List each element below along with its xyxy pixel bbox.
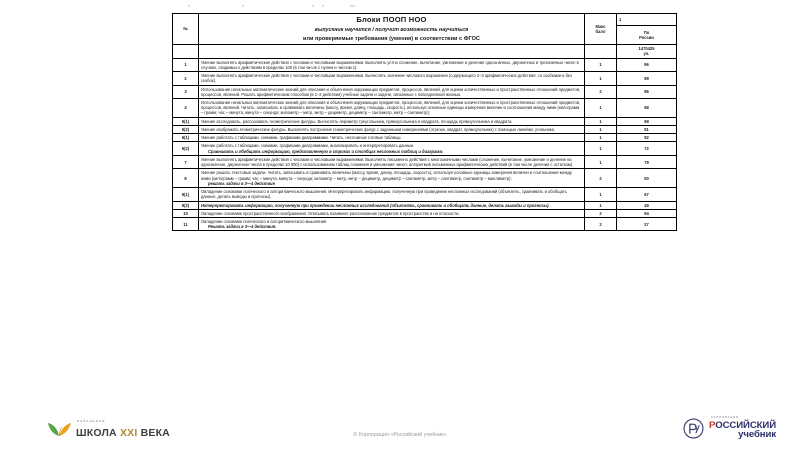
- row-number-cell: 7: [173, 155, 199, 168]
- row-russia-value-cell: 79: [617, 155, 677, 168]
- footer-copyright: © Корпорация «Российский учебник»: [353, 432, 447, 438]
- row-description-cell: [199, 134, 585, 142]
- row-description-text: Умение изображать геометрические фигуры. Выполнять построение геометрических фигур с заданными измерениями (отрезок, квадрат, прямоугольник) с помощью линейки, угольника.: [201, 126, 556, 132]
- row-description-cell: [199, 85, 585, 98]
- row-description-text: Использование начальных математических знаний для описания и объяснения окружающих предметов, процессов, явлений, для оценки количественных и пространственных отношений предметов, процессов, явлений. Читать, записывать и сравнивать величины (массу, время, длину, площадь, скорость), используя основные единицы измерения величин и соотношения между ними (килограмм – грамм; час – минута, минута – секунда; километр – метр, метр – дециметр, дециметр – сантиметр, метр – сантиметр);: [201, 100, 581, 116]
- row-number-cell: 3: [173, 85, 199, 98]
- table-row: [173, 58, 677, 71]
- table-row: [173, 188, 677, 201]
- row-description-italic: Решать задачи в 3—4 действия.: [208, 224, 277, 230]
- header-cell-block-title: [199, 14, 585, 45]
- row-russia-value-cell: 68: [617, 99, 677, 118]
- table-row: [173, 134, 677, 142]
- logo-left-wordmark: [76, 420, 170, 440]
- row-number-cell: 1: [173, 58, 199, 71]
- row-description-cell: [199, 169, 585, 188]
- row-russia-value-cell: 96: [617, 58, 677, 71]
- ru-monogram-icon: [683, 418, 704, 439]
- region-count-unit: уч.: [643, 51, 650, 57]
- table-row: [173, 142, 677, 155]
- row-description-cell: [199, 155, 585, 168]
- vpr-results-table: [172, 13, 677, 231]
- logo-right-line1-rest: ОССИЙСКИЙ: [715, 419, 776, 431]
- table-row: [173, 125, 677, 133]
- region-count-number: 1470425: [638, 46, 655, 52]
- row-max-score-cell: 2: [585, 218, 617, 231]
- header-cell-region-label: [617, 26, 677, 45]
- table-header-row: [173, 14, 677, 26]
- logo-left-name-xxi: XXI: [119, 426, 138, 439]
- row-number-cell: 10: [173, 209, 199, 217]
- row-description-text: Умение решать текстовые задачи. Читать, записывать и сравнивать величины (массу, время, длину, площадь, скорость), используя основные единицы измерения величин и соотношения между ними (килограмм – грамм; час – минута, минута – секунда; километр – метр, метр – дециметр, дециметр – сантиметр, метр – сантиметр, сантиметр – миллиметр);: [201, 170, 573, 181]
- table-subheader-counts-row: [173, 45, 677, 58]
- row-description-cell: [199, 201, 585, 209]
- header-max-score-line2: балл: [595, 29, 606, 35]
- row-description-cell: [199, 142, 585, 155]
- subheader-cell-desc-blank: [199, 45, 585, 58]
- subheader-cell-region-count: [617, 45, 677, 58]
- row-description-cell: [199, 58, 585, 71]
- row-description-cell: [199, 188, 585, 201]
- row-description-text: Овладение основами логического и алгоритмического мышления. Интерпретировать информацию, полученную при проведении несложных исследований (объяснять, сравнивать и обобщать данные, делать выводы и прогнозы).: [201, 189, 567, 200]
- logo-left-name-part1: ШКОЛА: [76, 426, 120, 439]
- row-russia-value-cell: 59: [617, 117, 677, 125]
- header-block-title-bold: или проверяемые требования (умения) в соответствии с ФГОС: [303, 35, 480, 42]
- row-description-text: Умение работать с таблицами, схемами, графиками диаграммами. Читать, несложные готовые таблицы.: [201, 135, 402, 141]
- row-description-cell: [199, 72, 585, 85]
- header-cell-max-score: [585, 14, 617, 45]
- row-russia-value-cell: 51: [617, 125, 677, 133]
- table-row: [173, 85, 677, 98]
- subheader-cell-number-blank: [173, 45, 199, 58]
- vpr-results-table-container: [172, 13, 676, 231]
- row-russia-value-cell: 72: [617, 142, 677, 155]
- row-description-text: Умение выполнять арифметические действия с числами и числовыми выражениями. Выполнять устно сложение, вычитание, умножение и деление однозначных, двузначных и трехзначных чисел в случаях, сводимых к действиям в пределах 100 (в том числе с нулем и числом 1).: [201, 59, 579, 70]
- row-russia-value-cell: 86: [617, 85, 677, 98]
- row-description-text: Овладение основами пространственного воображения. Описывать взаимное расположение предметов в пространстве и на плоскости.: [201, 210, 460, 216]
- row-max-score-cell: 1: [585, 188, 617, 201]
- row-description-cell: [199, 218, 585, 231]
- row-russia-value-cell: 92: [617, 134, 677, 142]
- row-max-score-cell: 2: [585, 209, 617, 217]
- row-russia-value-cell: 89: [617, 72, 677, 85]
- row-max-score-cell: 2: [585, 85, 617, 98]
- header-region-label-line1: По: [643, 29, 650, 35]
- row-description-cell: [199, 125, 585, 133]
- logo-right-kicker: КОРПОРАЦИЯ: [711, 416, 739, 419]
- row-russia-value-cell: 27: [617, 218, 677, 231]
- row-max-score-cell: 1: [585, 155, 617, 168]
- row-description-text: Умение работать с таблицами, схемами, графиками диаграммами, анализировать и интерпретировать данные.: [201, 143, 415, 149]
- row-description-text: Умение выполнять арифметические действия с числами и числовыми выражениями. Вычислять значение числового выражения (содержащего 2–3 арифметических действия, со скобками и без скобок).: [201, 73, 572, 84]
- row-russia-value-cell: 94: [617, 209, 677, 217]
- header-cell-region-index: 1: [617, 14, 677, 26]
- row-description-text: Умение исследовать, распознавать геометрические фигуры. Вычислять периметр треугольника, прямоугольника и квадрата, площадь прямоугольника и квадрата.: [201, 118, 513, 124]
- subheader-cell-max-blank: [585, 45, 617, 58]
- wheat-leaf-icon: [46, 419, 72, 441]
- header-block-title-main: Блоки ПООП НОО: [356, 15, 427, 24]
- logo-left-kicker: НАЧАЛЬНАЯ: [77, 419, 106, 424]
- row-max-score-cell: 1: [585, 99, 617, 118]
- row-number-cell: 6(2): [173, 142, 199, 155]
- row-description-italic: Интерпретировать информацию, полученную при проведении несложных исследований (объяснять, сравнивать и обобщать данные, делать выводы и прогнозы).: [201, 202, 550, 208]
- row-number-cell: 9(1): [173, 188, 199, 201]
- table-row: [173, 99, 677, 118]
- row-max-score-cell: 2: [585, 169, 617, 188]
- logo-left-name: [76, 427, 170, 439]
- row-number-cell: 5(1): [173, 117, 199, 125]
- table-row: [173, 218, 677, 231]
- row-description-italic: решать задачи в 3—4 действия: [208, 180, 275, 186]
- table-row: [173, 201, 677, 209]
- logo-rossiyskiy-uchebnik: [683, 417, 776, 440]
- row-number-cell: 6(1): [173, 134, 199, 142]
- row-russia-value-cell: 49: [617, 201, 677, 209]
- logo-right-line2: учебник: [738, 429, 776, 441]
- header-region-label-line2: России: [639, 35, 654, 41]
- row-russia-value-cell: 50: [617, 169, 677, 188]
- row-description-cell: [199, 117, 585, 125]
- row-description-text: Использование начальных математических знаний для описания и объяснения окружающих предметов, процессов, явлений, для оценки количественных и пространственных отношений предметов, процессов, явлений. Решать арифметическим способом (в 1–2 действия) учебные задачи и задачи, связанные с повседневной жизнью.: [201, 86, 581, 97]
- logo-right-wordmark: [709, 417, 776, 440]
- row-max-score-cell: 1: [585, 134, 617, 142]
- row-max-score-cell: 1: [585, 142, 617, 155]
- logo-left-name-part2: ВЕКА: [137, 426, 170, 439]
- row-description-cell: [199, 99, 585, 118]
- row-max-score-cell: 1: [585, 117, 617, 125]
- row-description-text: Овладение основами логического и алгоритмического мышления.: [201, 219, 328, 224]
- table-row: [173, 169, 677, 188]
- row-number-cell: 2: [173, 72, 199, 85]
- row-number-cell: 4: [173, 99, 199, 118]
- row-number-cell: 9(2): [173, 201, 199, 209]
- header-cell-number: №: [173, 14, 199, 45]
- table-row: [173, 72, 677, 85]
- table-row: [173, 117, 677, 125]
- row-max-score-cell: 1: [585, 58, 617, 71]
- scan-artifact-strip: [182, 3, 482, 9]
- logo-nachalnaya-shkola: [46, 419, 170, 441]
- row-max-score-cell: 1: [585, 201, 617, 209]
- header-max-score-line1: Макс: [595, 23, 606, 29]
- row-description-cell: [199, 209, 585, 217]
- row-number-cell: 11: [173, 218, 199, 231]
- row-number-cell: 8: [173, 169, 199, 188]
- header-block-title-italic: выпускник научится / получит возможность научиться: [314, 27, 469, 34]
- row-description-text: Умение выполнять арифметические действия с числами и числовыми выражениями. Выполнять письменно действия с многозначными числами (сложение, вычитание, умножение и деление на однозначное, двузначное числа в пределах 10 000) с использованием таблиц сложения и умножения чисел, алгоритмов письменных арифметических действий (в том числе деления с остатком).: [201, 156, 574, 168]
- table-row: [173, 155, 677, 168]
- row-number-cell: 5(2): [173, 125, 199, 133]
- row-description-italic: Сравнивать и обобщать информацию, представленную в строках и столбцах несложных таблиц и диаграмм.: [208, 148, 444, 154]
- row-max-score-cell: 1: [585, 125, 617, 133]
- row-russia-value-cell: 67: [617, 188, 677, 201]
- table-row: [173, 209, 677, 217]
- logo-right-line1-accent: Р: [709, 419, 716, 431]
- row-max-score-cell: 1: [585, 72, 617, 85]
